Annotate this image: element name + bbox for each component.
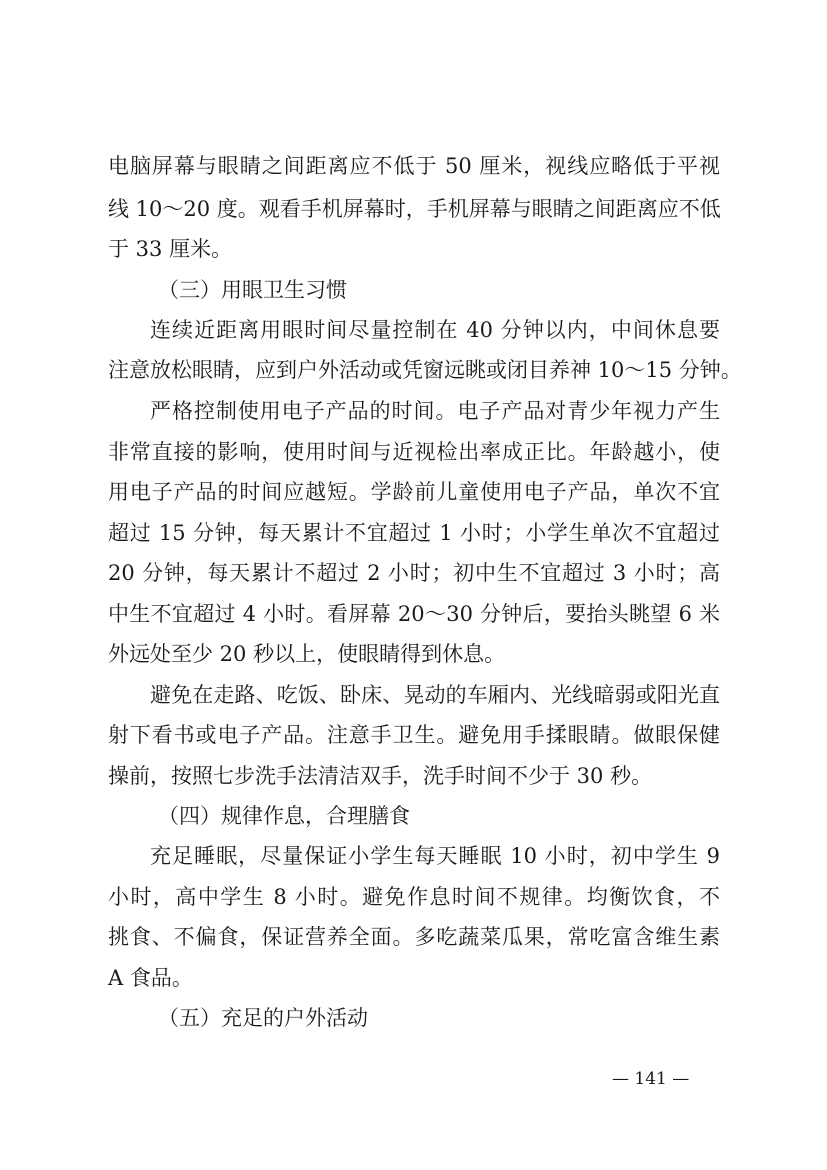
paragraph-line: A 食品。 bbox=[108, 966, 193, 990]
paragraph-line: 超过 15 分钟，每天累计不宜超过 1 小时；小学生单次不宜超过 bbox=[108, 521, 720, 545]
section-heading: （四）规律作息，合理膳食 bbox=[158, 804, 410, 828]
paragraph-line: 操前，按照七步洗手法清洁双手，洗手时间不少于 30 秒。 bbox=[108, 764, 653, 788]
paragraph-line: 注意放松眼睛，应到户外活动或凭窗远眺或闭目养神 10～15 分钟。 bbox=[108, 358, 742, 382]
paragraph-line: 非常直接的影响，使用时间与近视检出率成正比。年龄越小，使 bbox=[108, 440, 720, 464]
paragraph-line: 中生不宜超过 4 小时。看屏幕 20～30 分钟后，要抬头眺望 6 米 bbox=[108, 602, 720, 626]
paragraph-line: 连续近距离用眼时间尽量控制在 40 分钟以内，中间休息要 bbox=[150, 318, 720, 342]
paragraph-line: 于 33 厘米。 bbox=[108, 237, 233, 261]
section-heading: （三）用眼卫生习惯 bbox=[158, 278, 347, 302]
paragraph-line: 挑食、不偏食，保证营养全面。多吃蔬菜瓜果，常吃富含维生素 bbox=[108, 925, 720, 949]
paragraph-line: 充足睡眠，尽量保证小学生每天睡眠 10 小时，初中学生 9 bbox=[150, 844, 720, 868]
paragraph-line: 避免在走路、吃饭、卧床、晃动的车厢内、光线暗弱或阳光直 bbox=[150, 683, 720, 707]
section-heading: （五）充足的户外活动 bbox=[158, 1006, 368, 1030]
paragraph-line: 20 分钟，每天累计不超过 2 小时；初中生不宜超过 3 小时；高 bbox=[108, 561, 720, 585]
paragraph-line: 射下看书或电子产品。注意手卫生。避免用手揉眼睛。做眼保健 bbox=[108, 723, 720, 747]
paragraph-line: 用电子产品的时间应越短。学龄前儿童使用电子产品，单次不宜 bbox=[108, 480, 720, 504]
page-number: — 141 — bbox=[612, 1069, 690, 1089]
paragraph-line: 外远处至少 20 秒以上，使眼睛得到休息。 bbox=[108, 642, 506, 666]
paragraph-line: 严格控制使用电子产品的时间。电子产品对青少年视力产生 bbox=[150, 399, 720, 423]
paragraph-line: 电脑屏幕与眼睛之间距离应不低于 50 厘米，视线应略低于平视 bbox=[108, 154, 720, 178]
paragraph-line: 线 10～20 度。观看手机屏幕时，手机屏幕与眼睛之间距离应不低 bbox=[108, 197, 721, 221]
paragraph-line: 小时，高中学生 8 小时。避免作息时间不规律。均衡饮食，不 bbox=[108, 885, 720, 909]
